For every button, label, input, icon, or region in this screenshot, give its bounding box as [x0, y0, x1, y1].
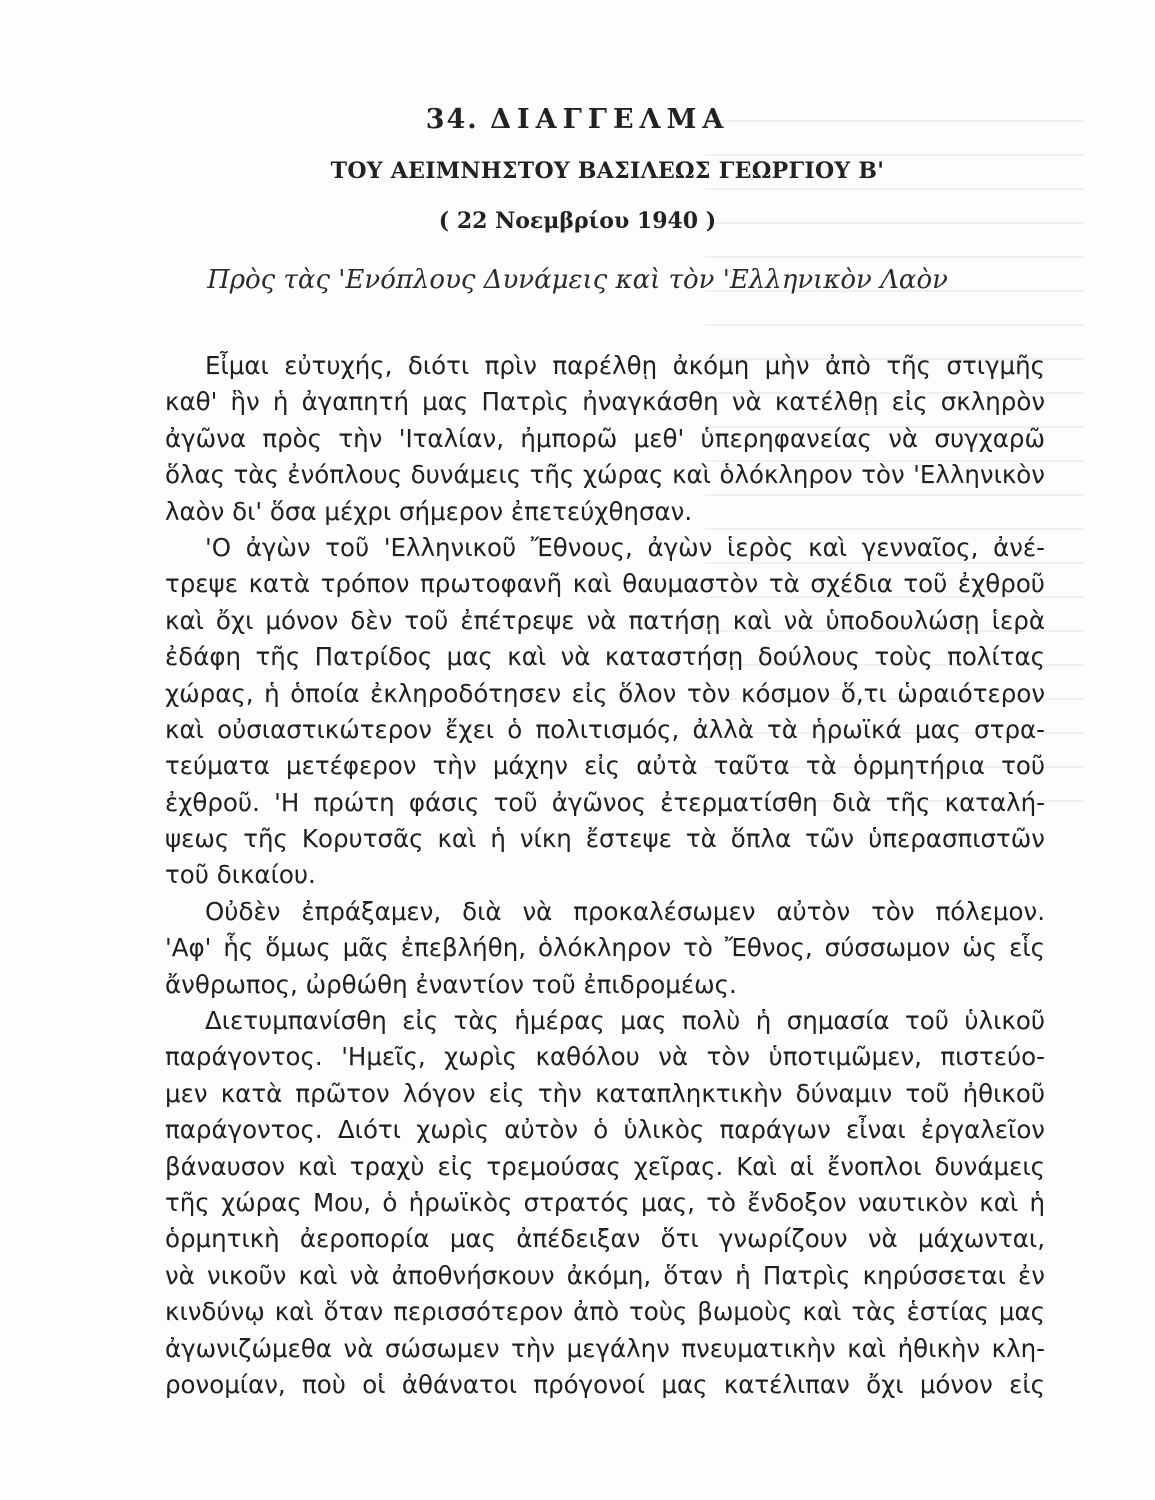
- text-line: ψεως τῆς Κορυτσᾶς καὶ ἡ νίκη ἔστεψε τὰ ὅπλα τῶν ὑπερασπιστῶν: [165, 824, 1045, 854]
- text-line: 'Ο ἀγὼν τοῦ 'Ελληνικοῦ Ἔθνους, ἀγὼν ἱερὸς καὶ γενναῖος, ἀνέ-: [205, 532, 1045, 562]
- text-line: χώρας, ἡ ὁποία ἐκληροδότησεν εἰς ὅλον τὸν κόσμον ὅ,τι ὡραιότερον: [165, 678, 1045, 708]
- text-line: ἄνθρωπος, ὠρθώθη ἐναντίον τοῦ ἐπιδρομέως.: [165, 969, 737, 999]
- document-number: 34.: [425, 104, 479, 135]
- text-line: καὶ οὐσιαστικώτερον ἔχει ὁ πολιτισμός, ἀλλὰ τὰ ἡρωϊκά μας στρα-: [165, 714, 1045, 744]
- text-line: λαὸν δι' ὅσα μέχρι σήμερον ἐπετεύχθησαν.: [165, 496, 693, 526]
- text-line: καθ' ἣν ἡ ἀγαπητή μας Πατρὶς ἠναγκάσθη νὰ κατέλθῃ εἰς σκληρὸν: [165, 387, 1045, 417]
- text-line: ὅλας τὰς ἐνόπλους δυνάμεις τῆς χώρας καὶ ὁλόκληρον τὸν 'Ελληνικὸν: [165, 460, 1045, 490]
- text-line: τρεψε κατὰ τρόπον πρωτοφανῆ καὶ θαυμαστὸν τὰ σχέδια τοῦ ἐχθροῦ: [165, 569, 1045, 599]
- document-date: ( 22 Νοεμβρίου 1940 ): [438, 208, 717, 234]
- document-address: Πρὸς τὰς 'Ενόπλους Δυνάμεις καὶ τὸν 'Ελληνικὸν Λαὸν: [207, 265, 948, 295]
- text-line: καὶ ὄχι μόνον δὲν τοῦ ἐπέτρεψε νὰ πατήσῃ καὶ νὰ ὑποδουλώσῃ ἱερὰ: [165, 605, 1045, 635]
- text-line: Διετυμπανίσθη εἰς τὰς ἡμέρας μας πολὺ ἡ σημασία τοῦ ὑλικοῦ: [205, 1006, 1045, 1036]
- text-line: τεύματα μετέφερον τὴν μάχην εἰς αὐτὰ ταῦτα τὰ ὁρμητήρια τοῦ: [165, 751, 1045, 781]
- text-line: ρονομίαν, ποὺ οἱ ἀθάνατοι πρόγονοί μας κατέλιπαν ὄχι μόνον εἰς: [165, 1369, 1045, 1399]
- document-title: ΔΙΑΓΓΕΛΜΑ: [490, 104, 730, 135]
- text-line: ὁρμητικὴ ἀεροπορία μας ἀπέδειξαν ὅτι γνωρίζουν νὰ μάχωνται,: [165, 1224, 1045, 1254]
- text-line: ἀγωνιζώμεθα νὰ σώσωμεν τὴν μεγάλην πνευματικὴν καὶ ἠθικὴν κλη-: [165, 1333, 1045, 1363]
- text-line: τοῦ δικαίου.: [165, 860, 316, 890]
- text-line: παράγοντος. 'Ημεῖς, χωρὶς καθόλου νὰ τὸν ὑποτιμῶμεν, πιστεύο-: [165, 1042, 1045, 1072]
- text-line: ἐχθροῦ. 'Η πρώτη φάσις τοῦ ἀγῶνος ἐτερματίσθη διὰ τῆς καταλή-: [165, 787, 1045, 817]
- text-line: κινδύνῳ καὶ ὅταν περισσότερον ἀπὸ τοὺς βωμοὺς καὶ τὰς ἑστίας μας: [165, 1297, 1045, 1327]
- text-line: Εἶμαι εὐτυχής, διότι πρὶν παρέλθῃ ἀκόμη μὴν ἀπὸ τῆς στιγμῆς: [205, 351, 1045, 380]
- text-line: βάναυσον καὶ τραχὺ εἰς τρεμούσας χεῖρας. Καὶ αἱ ἔνοπλοι δυνάμεις: [165, 1151, 1045, 1181]
- text-line: 'Αφ' ἧς ὅμως μᾶς ἐπεβλήθη, ὁλόκληρον τὸ Ἔθνος, σύσσωμον ὡς εἷς: [165, 933, 1045, 963]
- text-line: ἐδάφη τῆς Πατρίδος μας καὶ νὰ καταστήσῃ δούλους τοὺς πολίτας: [165, 642, 1045, 672]
- text-line: μεν κατὰ πρῶτον λόγον εἰς τὴν καταπληκτικὴν δύναμιν τοῦ ἠθικοῦ: [165, 1078, 1045, 1108]
- document-subtitle: ΤΟΥ ΑΕΙΜΝΗΣΤΟΥ ΒΑΣΙΛΕΩΣ ΓΕΩΡΓΙΟΥ Β': [330, 158, 885, 184]
- text-line: Οὐδὲν ἐπράξαμεν, διὰ νὰ προκαλέσωμεν αὐτὸν τὸν πόλεμον.: [205, 896, 1045, 926]
- body-text: [165, 348, 1045, 1403]
- text-line: παράγοντος. Διότι χωρὶς αὐτὸν ὁ ὑλικὸς παράγων εἶναι ἐργαλεῖον: [165, 1115, 1045, 1145]
- text-line: νὰ νικοῦν καὶ νὰ ἀποθνήσκουν ἀκόμη, ὅταν ἡ Πατρὶς κηρύσσεται ἐν: [165, 1260, 1045, 1290]
- text-line: ἀγῶνα πρὸς τὴν 'Ιταλίαν, ἠμπορῶ μεθ' ὑπερηφανείας νὰ συγχαρῶ: [165, 423, 1045, 453]
- document-heading: [0, 104, 1155, 135]
- text-line: τῆς χώρας Μου, ὁ ἡρωϊκὸς στρατός μας, τὸ ἔνδοξον ναυτικὸν καὶ ἡ: [165, 1187, 1045, 1217]
